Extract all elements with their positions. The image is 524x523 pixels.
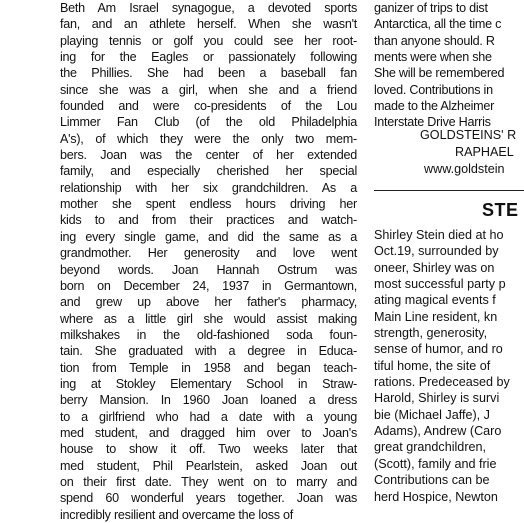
obituary-text-line: fan, and an athlete herself. When she wasn't bbox=[60, 17, 357, 32]
obituary-column-right-bottom bbox=[374, 227, 524, 521]
obituary-text-line: Interstate Drive Harris bbox=[374, 115, 491, 130]
obituary-text-line: sense of humor, and ro bbox=[374, 342, 503, 357]
obituary-text-line: (Scott), family and frie bbox=[374, 456, 497, 471]
obituary-text-line: kids to and from their practices and watch- bbox=[60, 213, 357, 228]
obituary-heading-stein: STE bbox=[482, 200, 519, 220]
obituary-text-line: A's), of which they were the only two mem- bbox=[60, 131, 357, 146]
obituary-text-line: and grew up above her father's pharmacy, bbox=[60, 295, 357, 310]
obituary-text-line: Limmer Fan Club (of the old Philadelphia bbox=[60, 115, 357, 130]
obituary-text-line: relationship with her six grandchildren. As a bbox=[60, 180, 357, 195]
obituary-text-line: ganizer of trips to dist bbox=[374, 1, 488, 15]
obituary-text-line: ating magical events f bbox=[374, 293, 496, 308]
obituary-text-line: founded and were co-presidents of the Lou bbox=[60, 99, 357, 114]
obituary-text-line: mother she spent endless hours driving her bbox=[60, 197, 357, 212]
obituary-text-line: strength, generosity, bbox=[374, 326, 488, 341]
obituary-column-right-top bbox=[374, 0, 524, 131]
obituary-text-line: ing at Stokley Elementary School in Straw- bbox=[60, 376, 357, 391]
obituary-text-line: rations. Predeceased by bbox=[374, 375, 510, 390]
obituary-text-line: family, and especially cherished her special bbox=[60, 164, 357, 179]
obituary-text-line: made to the Alzheimer bbox=[374, 99, 495, 114]
obituary-text-line: most successful party p bbox=[374, 277, 506, 292]
obituary-text-line: ments were when she bbox=[374, 50, 492, 65]
obituary-text-line: oneer, Shirley was on bbox=[374, 260, 495, 275]
obituary-text-line: grandmother. Her generosity and love went bbox=[60, 246, 357, 261]
obituary-text-line: than anyone should. R bbox=[374, 33, 495, 48]
obituary-text-line: incredibly resilient and overcame the loss of bbox=[60, 507, 294, 522]
section-divider bbox=[374, 190, 524, 191]
obituary-text-line: beyond words. Joan Hannah Ostrum was bbox=[60, 262, 357, 277]
obituary-text-line: since she was a girl, when she and a friend bbox=[60, 82, 357, 97]
obituary-text-line: bers. Joan was the center of her extended bbox=[60, 148, 357, 163]
obituary-text-line: Adams), Andrew (Caro bbox=[374, 424, 502, 439]
funeral-home-name: GOLDSTEINS' R bbox=[420, 128, 517, 142]
obituary-text-line: spend 60 wonderful years together. Joan was bbox=[60, 491, 357, 506]
obituary-text-line: milkshakes in the old-fashioned soda foun- bbox=[60, 327, 357, 342]
obituary-text-line: bie (Michael Jaffe), J bbox=[374, 407, 490, 422]
obituary-text-line: tain. She graduated with a degree in Educa- bbox=[60, 344, 357, 359]
obituary-text-line: Oct.19, surrounded by bbox=[374, 244, 499, 259]
obituary-text-line: Beth Am Israel synagogue, a devoted sports bbox=[60, 1, 357, 15]
obituary-text-line: to a girlfriend who had a date with a young bbox=[60, 409, 357, 424]
obituary-column-left bbox=[60, 0, 357, 523]
obituary-text-line: ing for the Eagles or passionately following bbox=[60, 50, 357, 65]
obituary-text-line: She will be remembered bbox=[374, 66, 505, 81]
obituary-text-line: born on December 24, 1937 in Germantown, bbox=[60, 278, 357, 293]
obituary-text-line: playing tennis or golf you could see her root- bbox=[60, 33, 357, 48]
obituary-text-line: where as a little girl she would assist making bbox=[60, 311, 357, 326]
obituary-text-line: tion from Temple in 1958 and began teach- bbox=[60, 360, 357, 375]
obituary-text-line: great grandchildren, bbox=[374, 440, 487, 455]
obituary-text-line: loved. Contributions in bbox=[374, 82, 493, 97]
funeral-home-subname: RAPHAEL bbox=[455, 145, 514, 159]
obituary-text-line: tiful home, the site of bbox=[374, 358, 491, 373]
funeral-home-website: www.goldstein bbox=[424, 162, 505, 176]
obituary-text-line: Main Line resident, kn bbox=[374, 309, 498, 324]
obituary-text-line: house to show it off. Two weeks later that bbox=[60, 442, 357, 457]
obituary-text-line: Harold, Shirley is survi bbox=[374, 391, 500, 406]
obituary-text-line bbox=[374, 505, 524, 521]
obituary-text-line: ing every single game, and did the same as a bbox=[60, 229, 357, 244]
obituary-text-line: med student, and dragged him over to Joan's bbox=[60, 425, 357, 440]
obituary-text-line: Antarctica, all the time c bbox=[374, 17, 502, 32]
obituary-text-line: med student, Phil Pearlstein, asked Joan out bbox=[60, 458, 357, 473]
obituary-text-line: berry Mansion. In 1960 Joan loaned a dress bbox=[60, 393, 357, 408]
obituary-text-line: Shirley Stein died at ho bbox=[374, 228, 504, 242]
obituary-text-line: the Phillies. She had been a baseball fan bbox=[60, 66, 357, 81]
obituary-text-line: herd Hospice, Newton bbox=[374, 489, 498, 504]
obituary-text-line: on their first date. They went on to marry and bbox=[60, 474, 357, 489]
obituary-text-line: Contributions can be bbox=[374, 473, 490, 488]
